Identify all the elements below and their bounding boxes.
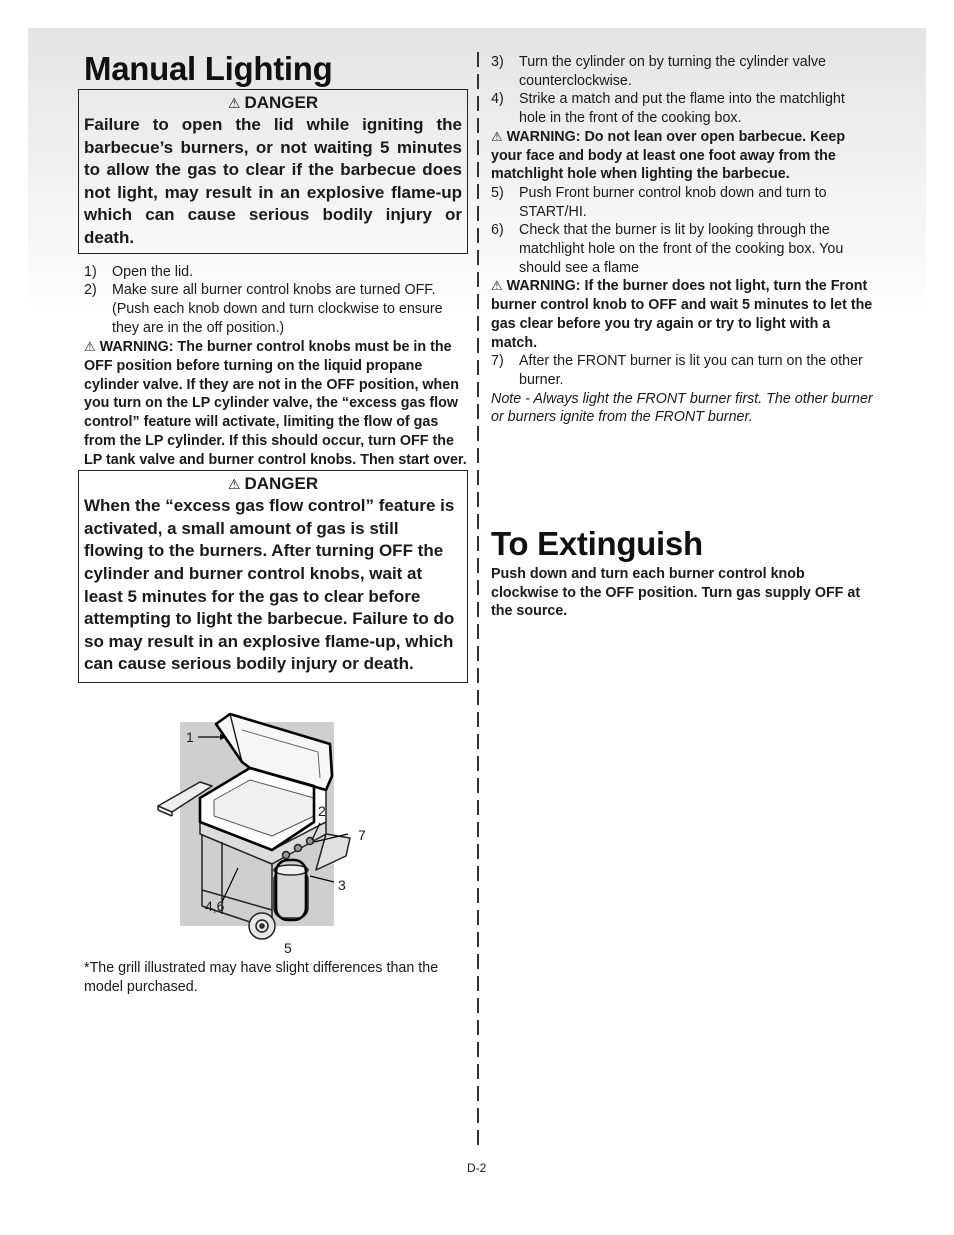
callout-2: 2 [318, 803, 326, 819]
warning-text: WARNING: The burner control knobs must be in the OFF position before turning on the liquid propane cylinder valve. If they are not in the OFF position, when you turn on the LP cylinder valve, the “excess gas flow control” feature will activate, limiting the flow of gas from the LP cylinder. If this should occur, turn OFF the LP tank valve and burner control knobs. Then start over. [84, 339, 467, 468]
callout-5: 5 [284, 940, 292, 956]
warning-text: WARNING: If the burner does not light, turn the Front burner control knob to OFF and wait 5 minutes to let the gas clear before you try again or try to light with a match. [491, 278, 873, 351]
warning-triangle-icon: ⚠ [491, 128, 503, 144]
list-item [491, 53, 873, 90]
warning-block-1 [84, 338, 468, 469]
warning-block-3 [491, 277, 873, 352]
steps-list-right-c [491, 352, 873, 389]
page-number: D-2 [467, 1161, 487, 1175]
callout-1: 1 [186, 729, 194, 745]
list-item [491, 90, 873, 127]
warning-triangle-icon: ⚠ [227, 95, 241, 111]
steps-list-right-b [491, 184, 873, 278]
step-text: After the FRONT burner is lit you can turn on the other burner. [519, 353, 863, 388]
callout-7: 7 [358, 827, 366, 843]
list-item [491, 352, 873, 389]
step-number: 1) [84, 263, 97, 280]
figure-caption: *The grill illustrated may have slight differences than the model purchased. [84, 960, 439, 995]
list-item [84, 281, 468, 337]
grill-illustration [150, 710, 380, 950]
step-text: Check that the burner is lit by looking through the matchlight hole on the front of the cooking box. You should see a flame [519, 222, 844, 276]
step-number: 2) [84, 282, 97, 299]
warning-text: WARNING: Do not lean over open barbecue. Keep your face and body at least one foot away from the matchlight hole when lighting the barbecue. [491, 128, 846, 183]
danger-label: DANGER [244, 474, 319, 494]
step-number: 7) [491, 353, 504, 370]
danger-text: Failure to open the lid while igniting the barbecue’s burners, or not waiting 5 minutes to allow the gas to clear if the barbecue does not light, may result in an explosive flame-up which can cause serious bodily injury or death. [84, 115, 462, 247]
steps-list-left [84, 263, 468, 338]
callout-3: 3 [338, 877, 346, 893]
column-divider [477, 52, 479, 1150]
warning-block-2 [491, 128, 873, 184]
danger-box-2 [78, 470, 468, 683]
danger-text: When the “excess gas flow control” feature is activated, a small amount of gas is still flowing to the burners. After turning OFF the cylinder and burner control knobs, wait at least 5 minutes for the gas to clear before attempting to light the barbecue. Failure to do so may result in an explosive flame-up, which can cause serious bodily injury or death. [84, 496, 455, 674]
step-number: 5) [491, 184, 504, 201]
step-text: Make sure all burner control knobs are turned OFF. (Push each knob down and turn clockwise to ensure they are in the off position.) [112, 282, 443, 336]
extinguish-section [491, 525, 873, 621]
note-text: Note - Always light the FRONT burner first. The other burner or burners ignite from the FRONT burner. [491, 390, 873, 426]
step-text: Open the lid. [112, 263, 194, 280]
right-column [491, 50, 873, 427]
page-title: Manual Lighting [84, 50, 333, 87]
danger-label: DANGER [244, 93, 319, 112]
step-number: 3) [491, 54, 504, 70]
step-text: Strike a match and put the flame into the matchlight hole in the front of the cooking box. [519, 91, 845, 127]
step-text: Push Front burner control knob down and turn to START/HI. [519, 184, 827, 220]
danger-heading [84, 92, 462, 114]
warning-triangle-icon: ⚠ [84, 339, 96, 355]
section-title: To Extinguish [491, 525, 703, 562]
warning-triangle-icon: ⚠ [491, 278, 503, 294]
extinguish-text: Push down and turn each burner control knob clockwise to the OFF position. Turn gas supply OFF at the source. [491, 566, 861, 620]
step-number: 4) [491, 91, 504, 108]
step-text: Turn the cylinder on by turning the cylinder valve counterclockwise. [519, 54, 827, 89]
list-item [491, 184, 873, 221]
danger-box-1 [78, 89, 468, 254]
callout-4-6: 4,6 [205, 898, 225, 914]
warning-triangle-icon: ⚠ [227, 476, 241, 493]
list-item [491, 221, 873, 277]
steps-list-right-a [491, 53, 873, 128]
left-column [84, 50, 468, 683]
list-item [84, 263, 468, 282]
danger-heading [84, 473, 462, 495]
step-number: 6) [491, 222, 504, 239]
